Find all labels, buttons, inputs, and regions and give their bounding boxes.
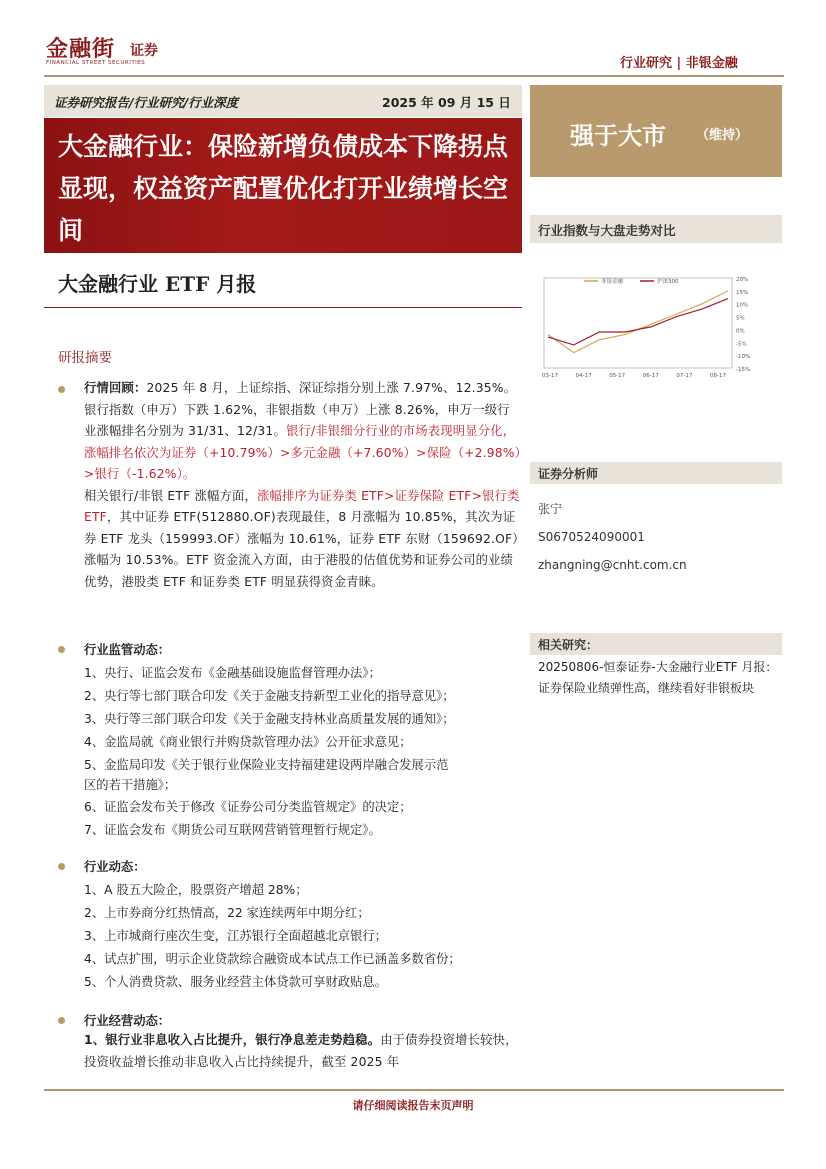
y-tick-label: 10% (736, 302, 749, 309)
bullet-icon (58, 863, 65, 870)
legend-label: 非银金融 (601, 279, 624, 285)
y-tick-label: 15% (736, 289, 749, 296)
industry-item: 4、试点扩围，明示企业贷款综合融资成本试点工作已涵盖多数省份； (84, 952, 461, 966)
x-tick-label: 06-17 (642, 373, 659, 379)
y-tick-label: 0% (736, 328, 745, 335)
operation-highlight: 1、银行业非息收入占比提升，银行净息差走势趋稳。 (84, 1033, 381, 1047)
market-review-text: 2025 年 8 月，上证综指、深证综指分别上涨 7.97%、12.35%。银行指数（申万）下跌 1.62%，非银指数（申万）上涨 8.26%，申万一级行业涨幅排名分别为 31/31、12/31。 (84, 381, 517, 438)
brand-logo-english: FINANCIAL STREET SECURITIES (46, 60, 146, 66)
regulation-item: 6、证监会发布关于修改《证券公司分类监管规定》的决定； (84, 800, 412, 814)
regulation-item: 区的若干措施》； (84, 778, 177, 792)
abstract-title: 研报摘要 (58, 350, 112, 366)
industry-item: 1、A 股五大险企，股票资产增超 28%； (84, 883, 308, 897)
y-tick-label: 5% (736, 315, 745, 322)
market-review-paragraph (84, 378, 522, 593)
industry-label: 行业动态： (84, 860, 146, 874)
brand-logo-suffix: 证券 (130, 43, 158, 59)
index-comparison-chart (536, 272, 768, 384)
operation-paragraph (84, 1030, 522, 1073)
brand-logo: 金融街 (46, 36, 116, 62)
industry-item: 5、个人消费贷款、服务业经营主体贷款可享财政贴息。 (84, 975, 387, 989)
rating-sub: （维持） (696, 128, 749, 143)
plot-frame (544, 278, 732, 368)
operation-text: 由于债券投资增长较快，投资收益增长推动非息收入占比持续提升，截至 2025 年 (84, 1033, 518, 1069)
related-title: 相关研究： (538, 638, 599, 652)
header-divider (44, 75, 784, 77)
y-tick-label: -5% (736, 341, 747, 348)
report-category: 行业研究 | 非银金融 (620, 56, 738, 71)
y-tick-label: 20% (736, 277, 749, 283)
x-tick-label: 08-17 (710, 373, 726, 379)
etf-review-highlight: 涨幅排序为证券类 ETF>证券保险 ETF>银行类 ETF (84, 488, 520, 524)
x-tick-label: 04-17 (575, 373, 592, 379)
rating-main: 强于大市 (570, 121, 666, 150)
regulation-item: 5、金监局印发《关于银行业保险业支持福建建设两岸融合发展示范 (84, 758, 449, 772)
series-line (548, 291, 728, 353)
industry-item: 3、上市城商行座次生变，江苏银行全面超越北京银行； (84, 929, 387, 943)
x-tick-label: 03-17 (542, 373, 558, 379)
operation-label: 行业经营动态： (84, 1014, 171, 1028)
regulation-label: 行业监管动态： (84, 643, 171, 657)
y-tick-label: -10% (736, 354, 751, 361)
x-tick-label: 07-17 (676, 373, 693, 379)
subtitle-divider (44, 307, 522, 308)
series-line (548, 299, 728, 345)
bullet-icon (58, 386, 65, 393)
report-date: 2025 年 09 月 15 日 (382, 95, 511, 110)
etf-review-text: 相关银行/非银 ETF 涨幅方面， (84, 488, 257, 503)
industry-item: 2、上市券商分红热情高，22 家连续两年中期分红； (84, 906, 370, 920)
regulation-item: 7、证监会发布《期货公司互联网营销管理暂行规定》。 (84, 823, 381, 837)
report-subtitle: 大金融行业 ETF 月报 (58, 272, 257, 296)
bullet-icon (58, 646, 65, 653)
legend-label: 沪深300 (657, 279, 679, 285)
analyst-email[interactable]: zhangning@cnht.com.cn (538, 558, 687, 572)
x-tick-label: 05-17 (609, 373, 626, 379)
regulation-item: 4、金监局就《商业银行并购贷款管理办法》公开征求意见； (84, 735, 412, 749)
report-title: 大金融行业：保险新增负债成本下降拐点显现，权益资产配置优化打开业绩增长空间 (58, 132, 509, 245)
footer-divider (44, 1089, 784, 1091)
regulation-item: 2、央行等七部门联合印发《关于金融支持新型工业化的指导意见》； (84, 689, 455, 703)
related-research-text[interactable]: 20250806-恒泰证券-大金融行业ETF 月报：证券保险业绩弹性高，继续看好非银板块 (538, 660, 778, 695)
y-tick-label: -15% (736, 367, 751, 373)
chart-title: 行业指数与大盘走势对比 (538, 223, 676, 238)
footer-disclaimer: 请仔细阅读报告末页声明 (352, 1099, 474, 1112)
etf-review-detail: ，其中证券 ETF(512880.OF)表现最佳，8 月涨幅为 10.85%，其次为证券 ETF 龙头（159993.OF）涨幅为 10.61%，证券 ETF 东财（159692.OF）涨幅为 10.53%。ETF 资金流入方面，由于港股的估值优势和证券公司的业绩优势，港股类 ETF 和证券类 ETF 明显获得资金青睐。 (84, 510, 519, 589)
market-review-highlight: 银行/非银细分行业的市场表现明显分化，涨幅排名依次为证券（+10.79%）>多元金融（+7.60%）>保险（+2.98%）>银行（-1.62%）。 (84, 424, 522, 481)
analyst-title: 证券分析师 (538, 467, 599, 481)
regulation-item: 3、央行等三部门联合印发《关于金融支持林业高质量发展的通知》； (84, 712, 455, 726)
report-type: 证券研究报告/行业研究/行业深度 (54, 95, 239, 110)
analyst-name: 张宁 (538, 502, 563, 516)
bullet-icon (58, 1017, 65, 1024)
market-review-label: 行情回顾： (84, 381, 147, 395)
regulation-item: 1、央行、证监会发布《金融基础设施监督管理办法》； (84, 666, 381, 680)
analyst-id: S0670524090001 (538, 530, 645, 544)
